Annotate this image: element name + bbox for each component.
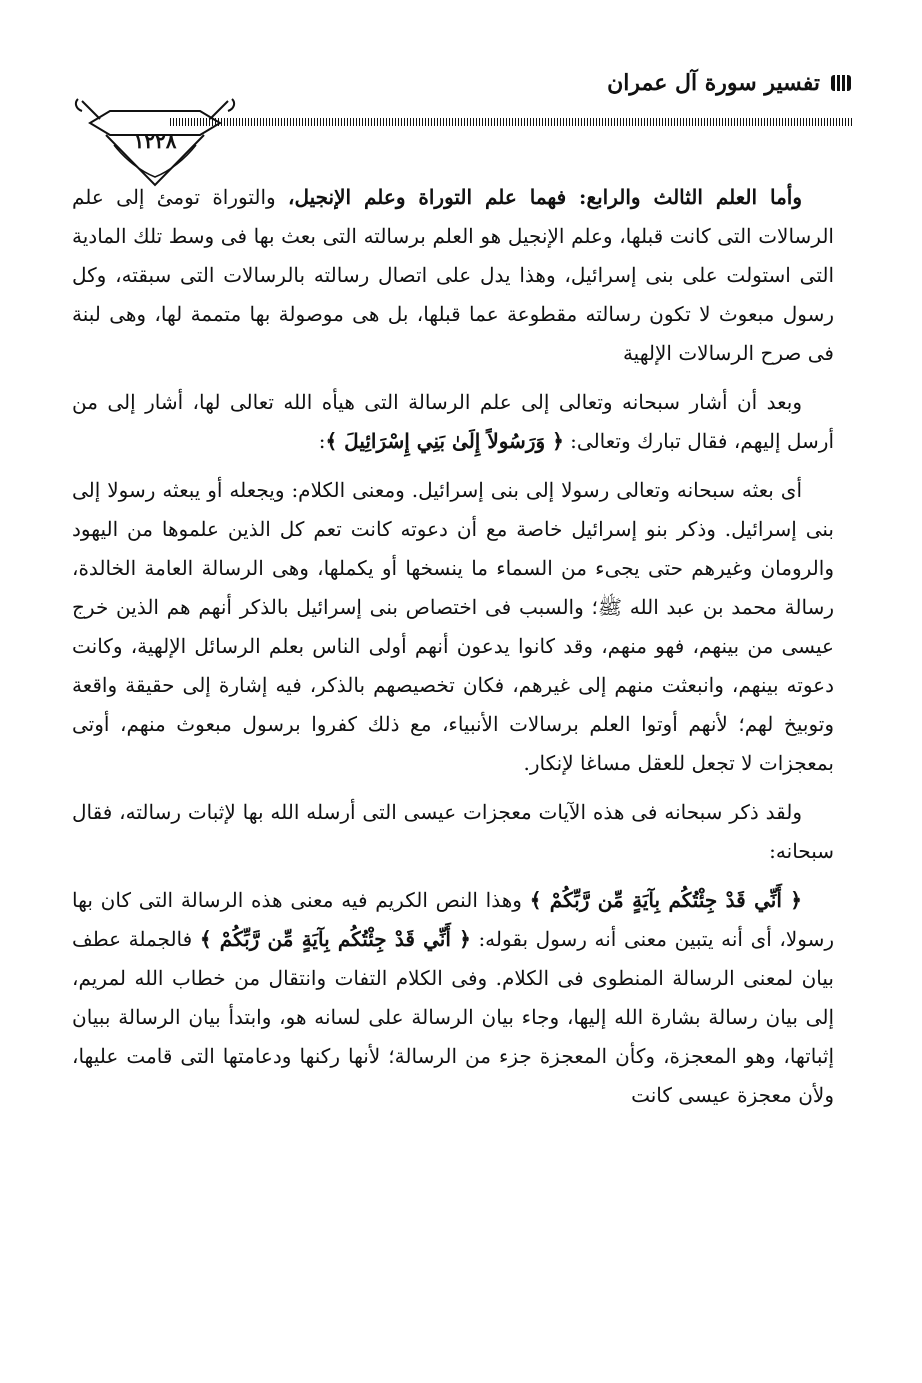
running-header <box>607 70 852 96</box>
page-header <box>70 70 852 190</box>
header-rule <box>170 118 852 126</box>
paragraph-1 <box>72 178 834 373</box>
running-title: تفسير سورة آل عمران <box>607 70 820 96</box>
quran-quote-1: ﴿ أَنِّي قَدْ جِئْتُكُم بِآيَةٍ مِّن رَّبِّكُمْ ﴾ <box>529 888 802 912</box>
quran-quote: ﴿ وَرَسُولاً إِلَىٰ بَنِي إِسْرَائِيلَ ﴾ <box>325 429 564 453</box>
ornament-icon <box>830 73 852 93</box>
paragraph-3-text: أى بعثه سبحانه وتعالى رسولا إلى بنى إسرائيل. ومعنى الكلام: ويجعله أو يبعثه رسولا إلى بنى إسرائيل. وذكر بنو إسرائيل خاصة مع أن دعوته كانت تعم كل الذين علموها من اليهود والرومان وغيرهم حتى يجىء من السماء ما ينسخها أو يكملها، وهى الرسالة العامة الخالدة، رسالة محمد بن عبد الله ﷺ؛ والسبب فى اختصاص بنى إسرائيل بالذكر أنهم هم الذين خرج عيسى من بينهم، فهو منهم، وقد كانوا يدعون أنهم أولى الناس بعلم الرسائل الإلهية، وكانت دعوته بينهم، وانبعثت منهم إلى غيرهم، فكان تخصيصهم بالذكر، فيه إشارة إلى حقيقة واقعة وتوبيخ لهم؛ لأنهم أوتوا العلم برسالات الأنبياء، مع ذلك كفروا برسول مبعوث منهم، أوتى بمعجزات لا تجعل للعقل مساغا لإنكار. <box>72 478 834 775</box>
quran-quote-2: ﴿ أَنِّي قَدْ جِئْتُكُم بِآيَةٍ مِّن رَّبِّكُمْ ﴾ <box>199 927 471 951</box>
paragraph-4-text: ولقد ذكر سبحانه فى هذه الآيات معجزات عيسى التى أرسله الله بها لإثبات رسالته، فقال سبحانه: <box>72 800 834 863</box>
paragraph-1-text: والتوراة تومئ إلى علم الرسالات التى كانت قبلها، وعلم الإنجيل هو العلم برسالته التى بعث بها فى وسط تلك المادية التى استولت على بنى إسرائيل، وهذا يدل على اتصال رسالته بالرسالات التى سبقته، وكل رسول مبعوث لا تكون رسالته مقطوعة عما قبلها، بل هى موصولة بها متممة لها، وهى لبنة فى صرح الرسالات الإلهية <box>72 185 834 365</box>
paragraph-3 <box>72 471 834 783</box>
page-number: ١٢٢٨ <box>133 129 177 153</box>
paragraph-2 <box>72 383 834 461</box>
paragraph-1-bold-intro: وأما العلم الثالث والرابع: فهما علم التوراة وعلم الإنجيل، <box>287 185 802 209</box>
paragraph-5 <box>72 881 834 1115</box>
paragraph-5-text-2: فالجملة عطف بيان لمعنى الرسالة المنطوى فى الكلام. وفى الكلام التفات وانتقال من خطاب الله لمريم، إلى بيان رسالة بشارة الله إليها، وجاء بيان الرسالة على لسانه هو، وابتدأ بيان الرسالة ببيان إثباتها، وهو المعجزة، وكأن المعجزة جزء من الرسالة؛ لأنها ركنها ودعامتها التى قامت عليها، ولأن معجزة عيسى كانت <box>72 927 834 1107</box>
paragraph-4 <box>72 793 834 871</box>
paragraph-2-after: : <box>318 429 326 453</box>
paragraph-2-text: وبعد أن أشار سبحانه وتعالى إلى علم الرسالة التى هيأه الله تعالى لها، أشار إلى من أرسل إليهم، فقال تبارك وتعالى: <box>72 390 834 453</box>
paragraph-5-text-1: وهذا النص الكريم فيه معنى هذه الرسالة التى كان بها رسولا، أى أنه يتبين معنى أنه رسول بقوله: <box>72 888 834 951</box>
page-body <box>72 178 834 1125</box>
